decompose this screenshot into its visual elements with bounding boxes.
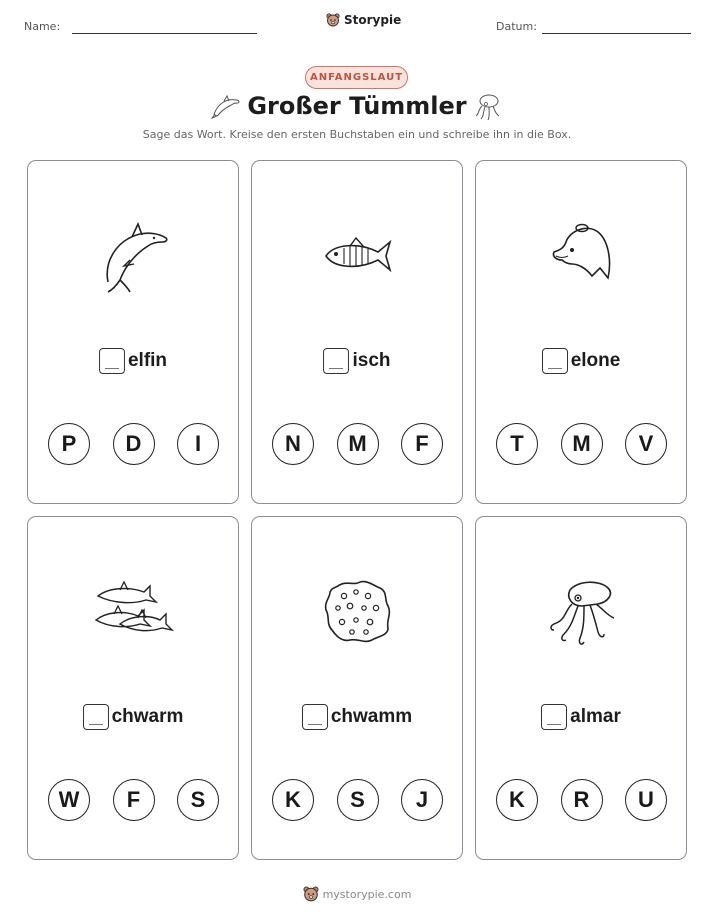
answer-box[interactable] xyxy=(323,348,349,374)
squid-icon xyxy=(472,92,504,122)
worksheet-card xyxy=(27,160,239,504)
word-row xyxy=(476,704,686,730)
answer-box[interactable] xyxy=(302,704,328,730)
letter-choice[interactable]: M xyxy=(561,423,603,465)
footer-url[interactable]: mystorypie.com xyxy=(322,887,412,901)
brand-logo xyxy=(326,13,401,27)
footer xyxy=(0,886,714,902)
word-row xyxy=(252,704,462,730)
letter-choice[interactable]: K xyxy=(272,779,314,821)
word-rest: isch xyxy=(352,350,391,371)
worksheet-card xyxy=(475,516,687,860)
topic-badge: ANFANGSLAUT xyxy=(305,66,408,89)
name-label: Name: xyxy=(24,20,61,33)
letter-choices xyxy=(28,779,238,821)
date-line[interactable] xyxy=(542,33,691,34)
word-rest: elfin xyxy=(127,350,168,371)
word-row xyxy=(476,348,686,374)
letter-choice[interactable]: J xyxy=(401,779,443,821)
letter-choice[interactable]: W xyxy=(48,779,90,821)
brand-name: Storypie xyxy=(344,13,402,27)
bear-logo-icon xyxy=(303,886,319,902)
worksheet-card xyxy=(251,516,463,860)
word-rest: elone xyxy=(570,350,621,371)
word-row xyxy=(28,348,238,374)
letter-choice[interactable]: T xyxy=(496,423,538,465)
answer-box[interactable] xyxy=(83,704,109,730)
squid-icon xyxy=(542,572,622,652)
dolphin-icon xyxy=(94,216,174,296)
bear-logo-icon xyxy=(326,13,340,27)
letter-choice[interactable]: D xyxy=(113,423,155,465)
letter-choices xyxy=(476,423,686,465)
word-rest: chwamm xyxy=(330,706,413,727)
fish-icon xyxy=(318,216,398,296)
letter-choice[interactable]: I xyxy=(177,423,219,465)
answer-box[interactable] xyxy=(542,348,568,374)
letter-choice[interactable]: F xyxy=(113,779,155,821)
date-label: Datum: xyxy=(496,20,537,33)
worksheet-card xyxy=(251,160,463,504)
name-line[interactable] xyxy=(72,33,257,34)
letter-choice[interactable]: P xyxy=(48,423,90,465)
letter-choice[interactable]: F xyxy=(401,423,443,465)
letter-choice[interactable]: S xyxy=(177,779,219,821)
letter-choice[interactable]: K xyxy=(496,779,538,821)
worksheet-card xyxy=(27,516,239,860)
letter-choice[interactable]: V xyxy=(625,423,667,465)
answer-box[interactable] xyxy=(541,704,567,730)
worksheet-card xyxy=(475,160,687,504)
instructions-text: Sage das Wort. Kreise den ersten Buchstaben ein und schreibe ihn in die Box. xyxy=(142,128,572,141)
word-row xyxy=(28,704,238,730)
dolphin-head-icon xyxy=(542,216,622,296)
letter-choice[interactable]: M xyxy=(337,423,379,465)
letter-choices xyxy=(252,779,462,821)
letter-choices xyxy=(28,423,238,465)
letter-choice[interactable]: N xyxy=(272,423,314,465)
dolphin-group-icon xyxy=(94,572,174,652)
page-title: Großer Tümmler xyxy=(247,92,467,120)
word-row xyxy=(252,348,462,374)
word-rest: chwarm xyxy=(111,706,184,727)
word-rest: almar xyxy=(570,706,621,727)
answer-box[interactable] xyxy=(99,348,125,374)
letter-choice[interactable]: S xyxy=(337,779,379,821)
letter-choice[interactable]: U xyxy=(625,779,667,821)
letter-choices xyxy=(476,779,686,821)
letter-choice[interactable]: R xyxy=(561,779,603,821)
sponge-icon xyxy=(318,572,398,652)
letter-choices xyxy=(252,423,462,465)
